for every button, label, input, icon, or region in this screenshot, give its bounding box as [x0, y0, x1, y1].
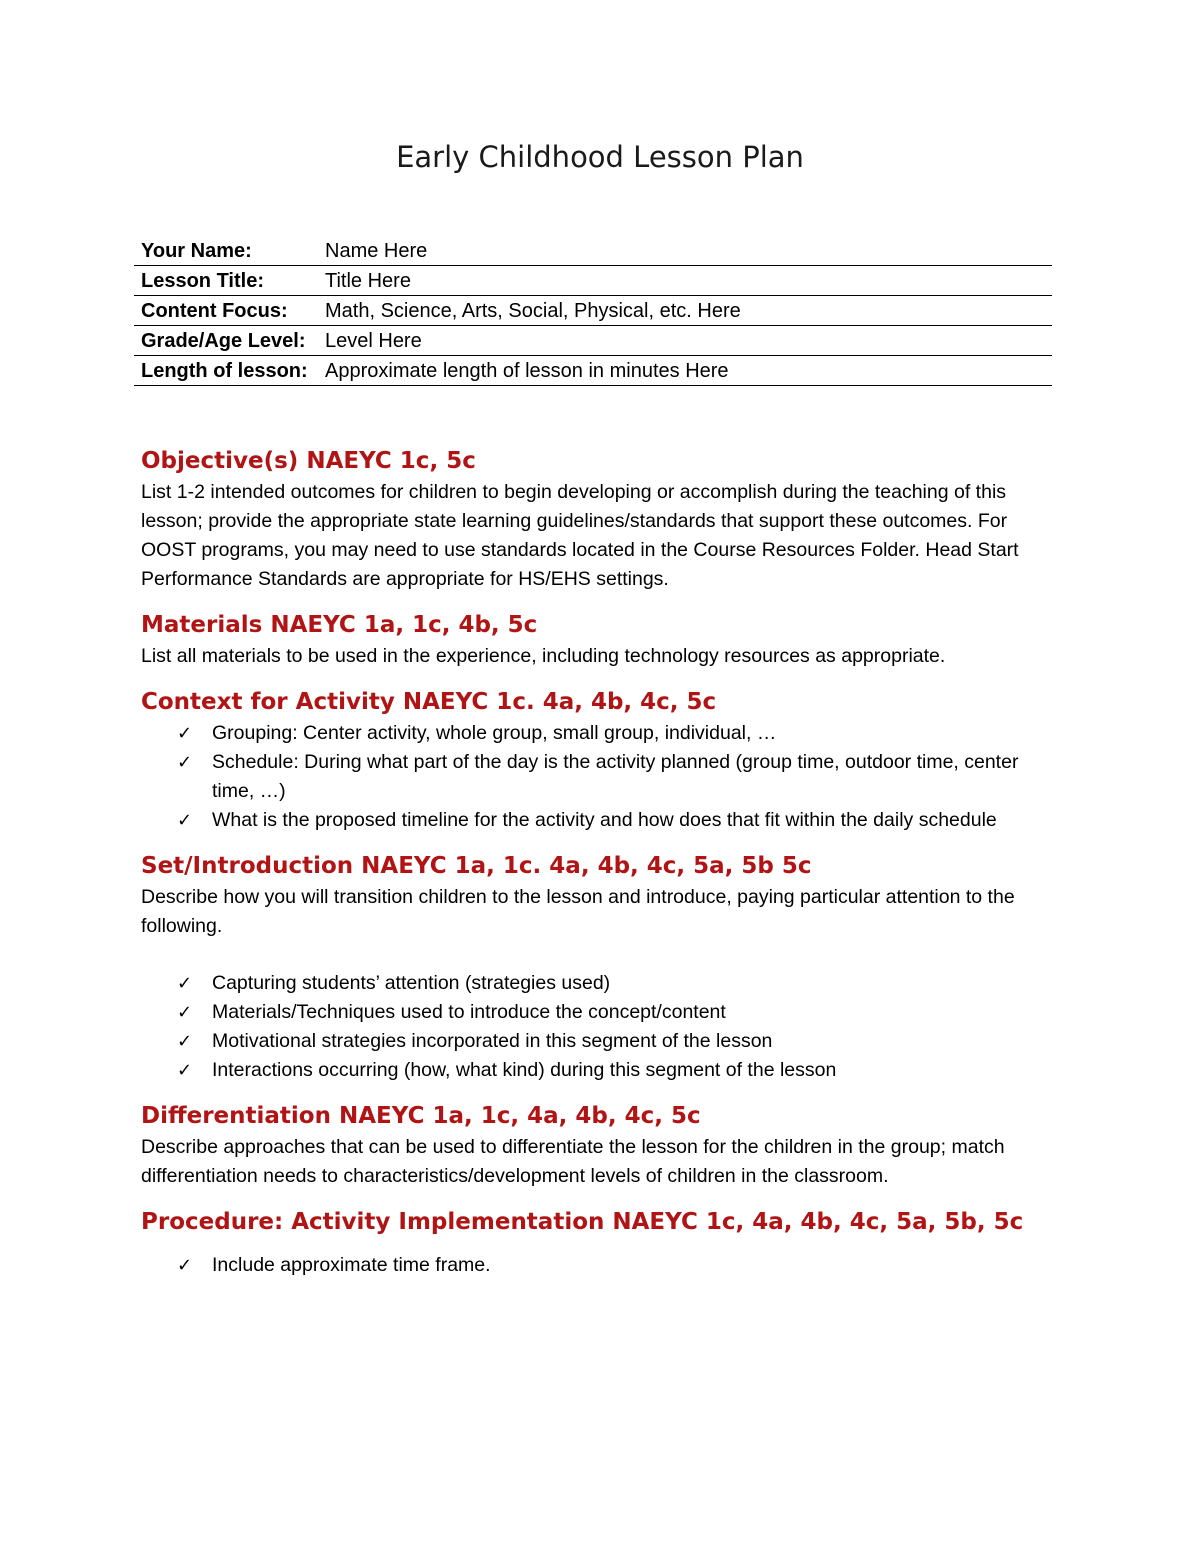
list-item	[177, 719, 1061, 748]
checkmark-icon: ✓	[177, 1002, 193, 1023]
objectives-heading: Objective(s) NAEYC 1c, 5c	[141, 448, 476, 474]
differentiation-text: Describe approaches that can be used to differentiate the lesson for the children in the group; match differentiation needs to characteristics/development levels of children in the classroom.	[141, 1136, 1005, 1187]
materials-section	[141, 608, 1061, 671]
checkmark-icon: ✓	[177, 1060, 193, 1081]
content-focus-value[interactable]: Math, Science, Arts, Social, Physical, etc. Here	[317, 296, 1052, 326]
context-list	[141, 719, 1061, 835]
lesson-info-table	[134, 236, 1052, 386]
context-heading: Context for Activity NAEYC 1c. 4a, 4b, 4c, 5c	[141, 689, 717, 715]
checkmark-icon: ✓	[177, 723, 193, 744]
list-item	[177, 806, 1061, 835]
list-item-text: Grouping: Center activity, whole group, small group, individual, …	[212, 722, 777, 744]
list-item	[177, 748, 1061, 806]
content-focus-label: Content Focus:	[134, 296, 317, 326]
checkmark-icon: ✓	[177, 973, 193, 994]
list-item	[177, 1056, 1061, 1085]
introduction-text: Describe how you will transition children to the lesson and introduce, paying particular attention to the following.	[141, 886, 1015, 937]
table-row	[134, 326, 1052, 356]
checkmark-icon: ✓	[177, 1255, 193, 1276]
table-row	[134, 266, 1052, 296]
table-row	[134, 236, 1052, 266]
lesson-length-value[interactable]: Approximate length of lesson in minutes Here	[317, 356, 1052, 386]
differentiation-section	[141, 1099, 1061, 1191]
materials-text: List all materials to be used in the experience, including technology resources as appropriate.	[141, 645, 946, 667]
table-row	[134, 296, 1052, 326]
list-item-text: Capturing students’ attention (strategies used)	[212, 972, 611, 994]
list-item-text: Include approximate time frame.	[212, 1254, 491, 1276]
materials-heading: Materials NAEYC 1a, 1c, 4b, 5c	[141, 612, 538, 638]
list-item	[177, 998, 1061, 1027]
objectives-section	[141, 444, 1061, 594]
list-item-text: Interactions occurring (how, what kind) during this segment of the lesson	[212, 1059, 837, 1081]
lesson-title-value[interactable]: Title Here	[317, 266, 1052, 296]
table-row	[134, 356, 1052, 386]
list-item-text: Materials/Techniques used to introduce the concept/content	[212, 1001, 726, 1023]
introduction-section	[141, 849, 1061, 1085]
list-item	[177, 969, 1061, 998]
checkmark-icon: ✓	[177, 1031, 193, 1052]
lesson-title-label: Lesson Title:	[134, 266, 317, 296]
lesson-plan-body	[141, 444, 1061, 1294]
introduction-list	[141, 969, 1061, 1085]
list-item	[177, 1027, 1061, 1056]
checkmark-icon: ✓	[177, 810, 193, 831]
list-item	[177, 1251, 1061, 1280]
procedure-section	[141, 1205, 1061, 1280]
list-item-text: Motivational strategies incorporated in this segment of the lesson	[212, 1030, 773, 1052]
list-item-text: Schedule: During what part of the day is the activity planned (group time, outdoor time, center time, …)	[212, 751, 1019, 802]
page-title: Early Childhood Lesson Plan	[396, 140, 804, 174]
your-name-value[interactable]: Name Here	[317, 236, 1052, 266]
procedure-heading: Procedure: Activity Implementation NAEYC 1c, 4a, 4b, 4c, 5a, 5b, 5c	[141, 1209, 1024, 1235]
your-name-label: Your Name:	[134, 236, 317, 266]
checkmark-icon: ✓	[177, 752, 193, 773]
context-section	[141, 685, 1061, 835]
introduction-heading: Set/Introduction NAEYC 1a, 1c. 4a, 4b, 4c, 5a, 5b 5c	[141, 853, 812, 879]
lesson-length-label: Length of lesson:	[134, 356, 317, 386]
grade-level-value[interactable]: Level Here	[317, 326, 1052, 356]
differentiation-heading: Differentiation NAEYC 1a, 1c, 4a, 4b, 4c, 5c	[141, 1103, 701, 1129]
procedure-list	[141, 1251, 1061, 1280]
grade-level-label: Grade/Age Level:	[134, 326, 317, 356]
list-item-text: What is the proposed timeline for the activity and how does that fit within the daily schedule	[212, 809, 997, 831]
objectives-text: List 1-2 intended outcomes for children to begin developing or accomplish during the teaching of this lesson; provide the appropriate state learning guidelines/standards that support these outcomes. For OOST programs, you may need to use standards located in the Course Resources Folder. Head Start Performance Standards are appropriate for HS/EHS settings.	[141, 481, 1019, 590]
